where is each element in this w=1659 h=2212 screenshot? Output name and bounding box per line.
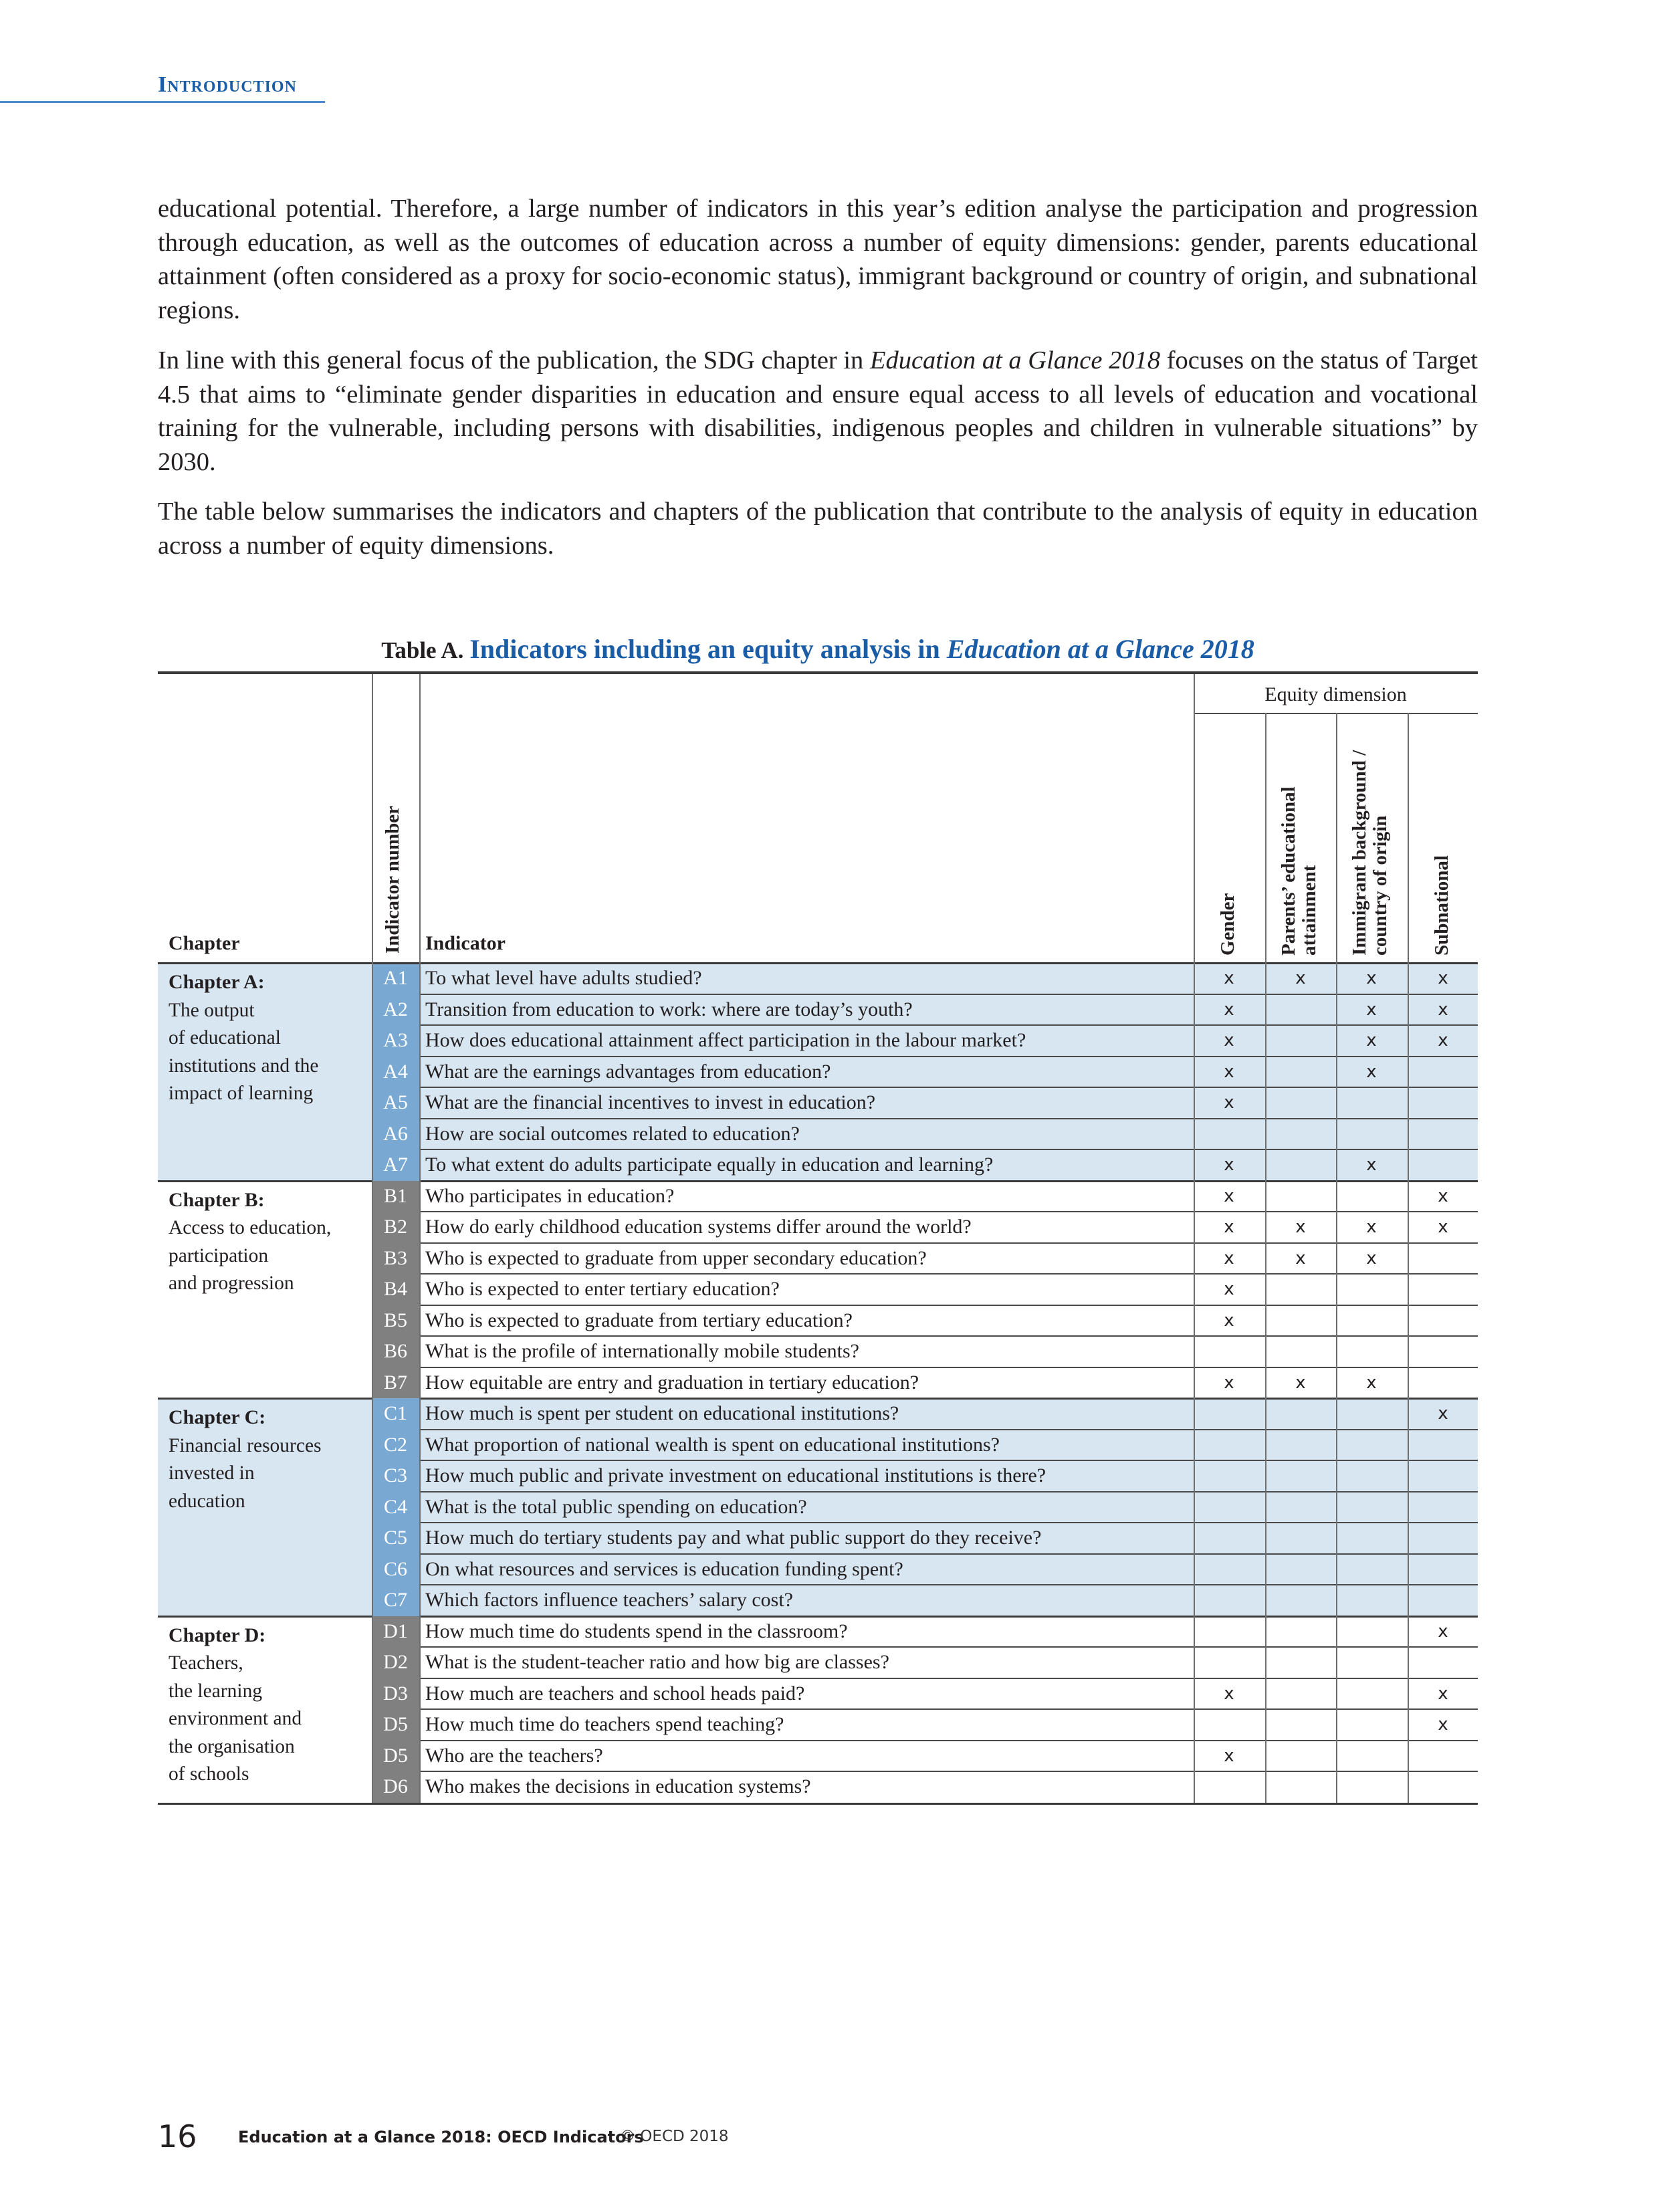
subnational-mark: x (1438, 1030, 1448, 1050)
table-row (158, 1057, 1478, 1088)
parents-education-column-header (1279, 738, 1320, 956)
indicator-number: D1 (372, 1616, 419, 1648)
table-row (158, 1119, 1478, 1150)
immigrant-header-line2: country of origin (1369, 815, 1391, 956)
subnational-mark: x (1438, 1186, 1448, 1206)
gender-mark: x (1224, 1155, 1234, 1175)
table-label: Table A. (381, 637, 464, 663)
immigrant-mark: x (1366, 1248, 1377, 1268)
indicator-question: How much time do students spend in the classroom? (425, 1620, 848, 1642)
paragraph-3: The table below summarises the indicators and chapters of the publication that contribute to the analysis of equity in education across a number of equity dimensions. (158, 497, 1478, 560)
column-divider (1336, 713, 1337, 1803)
indicator-number: A2 (372, 994, 419, 1026)
immigrant-mark: x (1366, 1155, 1377, 1175)
subnational-mark: x (1438, 1683, 1448, 1704)
indicator-question: To what level have adults studied? (425, 967, 702, 989)
indicator-number: D3 (372, 1678, 419, 1710)
table-row (158, 1305, 1478, 1337)
table-row (158, 1274, 1478, 1305)
indicator-question: Which factors influence teachers’ salary cost? (425, 1589, 793, 1611)
table-row (158, 1554, 1478, 1585)
column-divider (1194, 674, 1195, 1803)
table-row (158, 1616, 1478, 1648)
column-divider (419, 674, 421, 1803)
subnational-mark: x (1438, 968, 1448, 988)
indicator-number: D5 (372, 1709, 419, 1741)
chapter-description-line: institutions and the (169, 1055, 319, 1077)
chapter-description-line: and progression (169, 1273, 294, 1294)
paragraph-2-end: focuses on the status of Target 4.5 that aims to “eliminate gender disparities in education and ensure equal access to all levels of education and vocational training for the vulnerable, including persons with disabilities, indigenous peoples and children in vulnerable situations” by 2030. (158, 346, 1478, 476)
indicator-number: D6 (372, 1771, 419, 1803)
paragraph-1: educational potential. Therefore, a large number of indicators in this year’s edition analyse the participation and progression through education, as well as the outcomes of education across a number of equity dimensions: gender, parents educational attainment (often considered as a proxy for socio-economic status), immigrant background or country of origin, and subnational regions. (158, 195, 1478, 324)
parents-header-line1: Parents’ educational (1278, 786, 1299, 956)
indicator-question: What is the student-teacher ratio and how big are classes? (425, 1651, 889, 1673)
indicator-question: Who makes the decisions in education systems? (425, 1775, 811, 1797)
immigrant-mark: x (1366, 1372, 1377, 1393)
chapter-title: Chapter D: (169, 1624, 266, 1646)
header-bottom-rule (158, 962, 1478, 964)
subnational-mark: x (1438, 1715, 1448, 1735)
gender-mark: x (1224, 1745, 1234, 1766)
gender-mark: x (1224, 1683, 1234, 1704)
chapter-description-line: invested in (169, 1462, 255, 1484)
table-row (158, 1243, 1478, 1275)
immigrant-column-header (1349, 725, 1391, 956)
table-row (158, 1678, 1478, 1710)
indicator-number: A4 (372, 1057, 419, 1088)
table-row (158, 1647, 1478, 1678)
table-row (158, 1460, 1478, 1492)
table-title-main: Indicators including an equity analysis in (469, 634, 947, 664)
table-title (158, 633, 1478, 665)
chapter-title: Chapter A: (169, 971, 265, 993)
table-title-text (469, 634, 1254, 664)
table-row (158, 1492, 1478, 1523)
table-row (158, 994, 1478, 1026)
column-divider (372, 674, 373, 1803)
gender-mark: x (1224, 1030, 1234, 1050)
table-row (158, 1181, 1478, 1212)
gender-mark: x (1224, 1217, 1234, 1237)
equity-dimension-header: Equity dimension (1264, 683, 1407, 705)
indicator-number: C4 (372, 1492, 419, 1523)
table-row (158, 1212, 1478, 1243)
indicator-number: A7 (372, 1149, 419, 1181)
indicator-number: B4 (372, 1274, 419, 1305)
indicator-question: How much are teachers and school heads paid? (425, 1682, 805, 1704)
header-rule (0, 101, 325, 103)
table-top-rule (158, 671, 1478, 674)
subnational-mark: x (1438, 1404, 1448, 1424)
chapter-description-line: the organisation (169, 1735, 295, 1757)
indicator-question: Who is expected to enter tertiary education? (425, 1278, 780, 1300)
indicator-question: What is the total public spending on education? (425, 1495, 807, 1518)
indicator-question: How does educational attainment affect participation in the labour market? (425, 1029, 1026, 1051)
immigrant-mark: x (1366, 968, 1377, 988)
chapter-description-line: the learning (169, 1680, 263, 1702)
gender-mark: x (1224, 1093, 1234, 1113)
indicator-question: How much public and private investment on educational institutions is there? (425, 1464, 1046, 1486)
chapter-description-line: education (169, 1490, 245, 1512)
chapter-description-line: impact of learning (169, 1083, 314, 1104)
indicator-question: How do early childhood education systems differ around the world? (425, 1216, 972, 1238)
indicator-question: What is the profile of internationally mobile students? (425, 1340, 859, 1362)
indicator-number: A3 (372, 1025, 419, 1057)
indicator-number: C2 (372, 1430, 419, 1461)
indicator-question: What are the earnings advantages from education? (425, 1060, 831, 1083)
chapter-description-line: of educational (169, 1027, 281, 1048)
indicator-number-column-header: Indicator number (382, 805, 403, 954)
indicator-question: Who are the teachers? (425, 1744, 603, 1767)
table-row (158, 963, 1478, 994)
indicator-number: D2 (372, 1647, 419, 1678)
gender-column-header: Gender (1217, 893, 1238, 956)
indicator-question: How are social outcomes related to education? (425, 1122, 800, 1145)
copyright: © OECD 2018 (620, 2128, 729, 2145)
indicator-question: How much is spent per student on educational institutions? (425, 1402, 899, 1424)
indicator-number: B7 (372, 1367, 419, 1399)
indicator-question: How equitable are entry and graduation in tertiary education? (425, 1371, 919, 1394)
immigrant-header-line1: Immigrant background / (1349, 750, 1370, 956)
publication-name: Education at a Glance 2018: OECD Indicators (238, 2128, 644, 2146)
paragraph-2 (158, 344, 1478, 479)
gender-mark: x (1224, 1186, 1234, 1206)
chapter-title: Chapter C: (169, 1406, 266, 1428)
table-row (158, 1430, 1478, 1461)
gender-mark: x (1224, 968, 1234, 988)
indicator-question: To what extent do adults participate equally in education and learning? (425, 1153, 994, 1176)
gender-mark: x (1224, 1372, 1234, 1393)
chapter-description-line: The output (169, 999, 255, 1021)
indicator-question: Who participates in education? (425, 1184, 675, 1207)
chapter-column-header: Chapter (169, 932, 240, 954)
indicator-number: B1 (372, 1181, 419, 1212)
parents-mark: x (1295, 1372, 1306, 1393)
chapter-description-line: environment and (169, 1708, 302, 1729)
indicator-question: Who is expected to graduate from upper secondary education? (425, 1246, 927, 1269)
indicator-question: How much do tertiary students pay and what public support do they receive? (425, 1527, 1042, 1549)
table-row (158, 1087, 1478, 1119)
indicator-number: C3 (372, 1460, 419, 1492)
indicator-number: C1 (372, 1398, 419, 1430)
parents-mark: x (1295, 1217, 1306, 1237)
parents-header-line2: attainment (1299, 865, 1320, 956)
table-bottom-rule (158, 1803, 1478, 1805)
indicator-number: B6 (372, 1336, 419, 1367)
indicator-number: C5 (372, 1523, 419, 1554)
indicator-question: Who is expected to graduate from tertiary education? (425, 1309, 853, 1331)
subnational-column-header: Subnational (1431, 855, 1452, 956)
chapter-description-line: Teachers, (169, 1652, 243, 1674)
chapter-title: Chapter B: (169, 1188, 265, 1211)
chapter-description-line: Access to education, (169, 1217, 332, 1238)
immigrant-mark: x (1366, 1217, 1377, 1237)
indicator-question: What proportion of national wealth is spent on educational institutions? (425, 1433, 1000, 1456)
indicator-question: What are the financial incentives to invest in education? (425, 1091, 876, 1113)
column-divider (1265, 713, 1266, 1803)
indicator-number: A5 (372, 1087, 419, 1119)
indicator-number: A1 (372, 963, 419, 994)
table-row (158, 1741, 1478, 1772)
indicator-number: B2 (372, 1212, 419, 1243)
chapter-description-line: of schools (169, 1763, 249, 1785)
page-number: 16 (158, 2118, 197, 2154)
table-row (158, 1398, 1478, 1430)
indicator-number: C7 (372, 1585, 419, 1616)
indicator-number: D5 (372, 1741, 419, 1772)
immigrant-mark: x (1366, 1030, 1377, 1050)
indicator-number: C6 (372, 1554, 419, 1585)
indicator-question: Transition from education to work: where are today’s youth? (425, 998, 913, 1020)
indicator-number: A6 (372, 1119, 419, 1150)
gender-mark: x (1224, 999, 1234, 1020)
table-row (158, 1585, 1478, 1616)
indicator-number: B3 (372, 1243, 419, 1275)
paragraph-2-start: In line with this general focus of the publication, the SDG chapter in (158, 346, 870, 374)
subnational-mark: x (1438, 1217, 1448, 1237)
subnational-mark: x (1438, 1621, 1448, 1642)
chapter-description-line: participation (169, 1244, 269, 1266)
publication-title-italic: Education at a Glance 2018 (869, 346, 1161, 374)
parents-mark: x (1295, 968, 1306, 988)
indicator-question: How much time do teachers spend teaching? (425, 1713, 784, 1735)
immigrant-mark: x (1366, 999, 1377, 1020)
subnational-mark: x (1438, 999, 1448, 1020)
gender-mark: x (1224, 1248, 1234, 1268)
table-row (158, 1025, 1478, 1057)
table-row (158, 1523, 1478, 1554)
table-row (158, 1149, 1478, 1181)
immigrant-mark: x (1366, 1061, 1377, 1082)
indicator-number: B5 (372, 1305, 419, 1337)
running-header-title: Introduction (158, 72, 297, 97)
parents-mark: x (1295, 1248, 1306, 1268)
gender-mark: x (1224, 1310, 1234, 1331)
table-row (158, 1336, 1478, 1367)
gender-mark: x (1224, 1061, 1234, 1082)
indicator-question: On what resources and services is education funding spent? (425, 1557, 903, 1580)
chapter-description-line: Financial resources (169, 1434, 322, 1456)
gender-mark: x (1224, 1279, 1234, 1299)
indicator-column-header: Indicator (425, 932, 506, 954)
column-divider (1408, 713, 1409, 1803)
table-row (158, 1709, 1478, 1741)
table-row (158, 1771, 1478, 1803)
table-title-italic: Education at a Glance 2018 (946, 634, 1254, 664)
table-row (158, 1367, 1478, 1399)
